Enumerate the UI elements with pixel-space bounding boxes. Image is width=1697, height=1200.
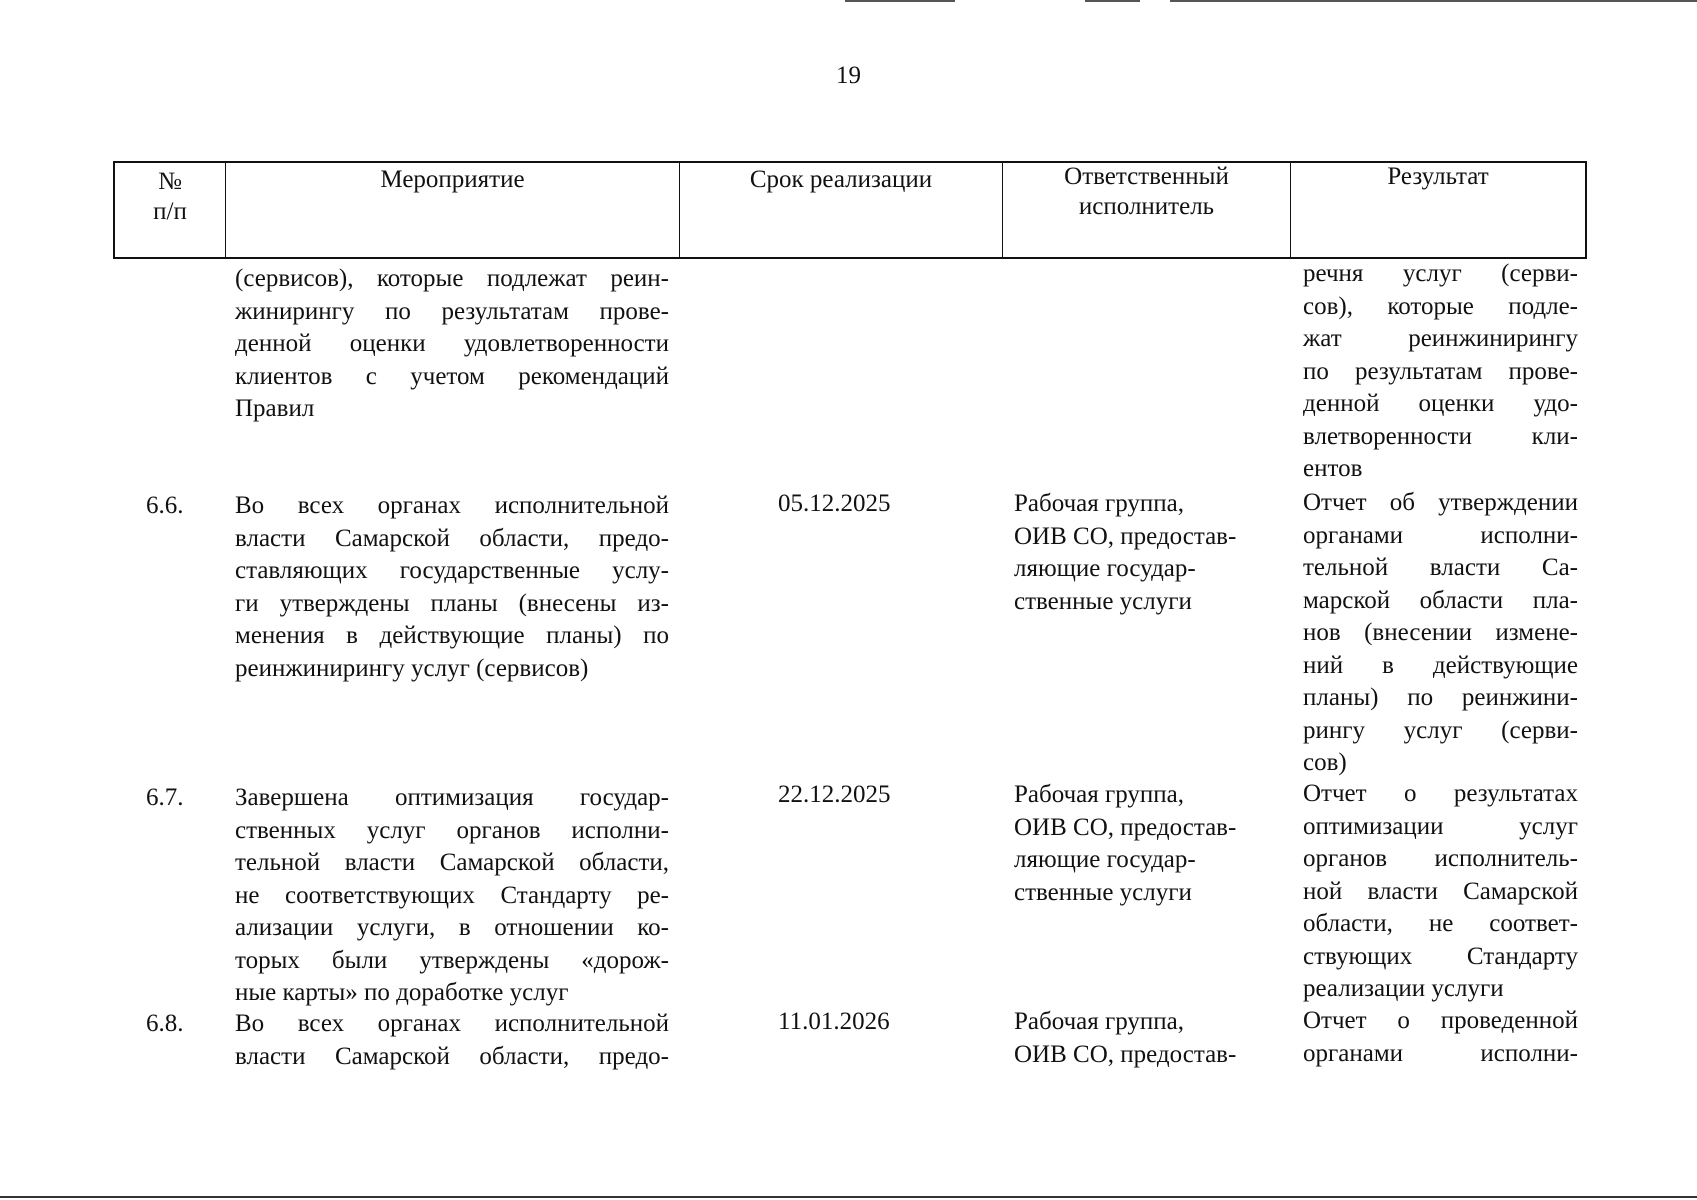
header-event: Мероприятие: [380, 166, 525, 193]
text-line: планы) по реинжини-: [1303, 684, 1578, 711]
text-line: реализации услуги: [1303, 975, 1504, 1002]
text-line: клиентов с учетом рекомендаций: [235, 362, 669, 390]
header-responsible-line: исполнитель: [1078, 193, 1215, 220]
continuation-result: [1303, 258, 1578, 486]
text-line: Во всех органах исполнительной: [235, 1010, 669, 1037]
text-line: органов исполнитель-: [1303, 845, 1578, 872]
row-result: [1303, 1005, 1578, 1070]
continuation-event: [235, 263, 669, 426]
text-line: ги утверждены планы (внесены из-: [235, 589, 669, 617]
row-result: [1303, 487, 1578, 780]
text-line: ставляющих государственные услу-: [235, 557, 669, 584]
text-line: речня услуг (серви-: [1303, 260, 1578, 287]
text-line: жат реинжинирингу: [1303, 325, 1578, 352]
header-number-line: п/п: [153, 198, 187, 225]
header-number: [115, 167, 225, 227]
text-line: торых были утверждены «дорож-: [235, 946, 669, 974]
text-line: ляющие государ-: [1014, 846, 1196, 873]
text-line: нов (внесении измене-: [1303, 619, 1578, 646]
text-line: влетворенности кли-: [1303, 422, 1578, 450]
text-line: тельной власти Са-: [1303, 554, 1578, 581]
page-number: 19: [836, 62, 861, 89]
text-line: ентов: [1303, 455, 1363, 482]
row-number: 6.8.: [146, 1010, 184, 1037]
row-result: [1303, 778, 1578, 1006]
text-line: Рабочая группа,: [1014, 490, 1185, 517]
text-line: денной оценки удо-: [1303, 390, 1578, 417]
text-line: ственные услуги: [1014, 587, 1192, 615]
header-responsible-line: Ответственный: [1064, 163, 1229, 190]
text-line: ные карты» по доработке услуг: [235, 979, 569, 1006]
text-line: ОИВ СО, предостав-: [1014, 813, 1237, 841]
text-line: области, не соответ-: [1303, 910, 1578, 937]
row-term: 11.01.2026: [778, 1008, 890, 1035]
text-line: сов), которые подле-: [1303, 292, 1578, 320]
row-event: [235, 782, 669, 1010]
text-line: Отчет об утверждении: [1303, 489, 1578, 516]
text-line: менения в действующие планы) по: [235, 622, 669, 649]
top-edge-rule: [1170, 0, 1697, 2]
text-line: власти Самарской области, предо-: [235, 524, 669, 552]
text-line: сов): [1303, 749, 1347, 776]
text-line: Во всех органах исполнительной: [235, 492, 669, 519]
text-line: ственных услуг органов исполни-: [235, 816, 669, 844]
row-event: [235, 1008, 669, 1073]
text-line: реинжинирингу услуг (сервисов): [235, 654, 589, 682]
text-line: жинирингу по результатам прове-: [235, 297, 669, 325]
text-line: Правил: [235, 395, 315, 422]
header-responsible: [1003, 162, 1290, 222]
text-line: марской области пла-: [1303, 586, 1578, 614]
text-line: власти Самарской области, предо-: [235, 1042, 669, 1070]
row-number: 6.6.: [146, 492, 184, 519]
row-term: 05.12.2025: [778, 490, 891, 517]
row-responsible: [1014, 488, 1286, 618]
header-result: Результат: [1387, 163, 1489, 190]
header-number-line: №: [158, 168, 182, 195]
row-responsible: [1014, 1006, 1286, 1071]
text-line: ний в действующие: [1303, 651, 1578, 679]
text-line: Завершена оптимизация государ-: [235, 784, 669, 811]
text-line: не соответствующих Стандарту ре-: [235, 881, 669, 909]
row-number: 6.7.: [146, 784, 184, 811]
text-line: денной оценки удовлетворенности: [235, 330, 669, 357]
row-responsible: [1014, 779, 1286, 909]
row-term: 22.12.2025: [778, 781, 891, 808]
text-line: ной власти Самарской: [1303, 877, 1578, 905]
text-line: ствующих Стандарту: [1303, 942, 1578, 970]
text-line: тельной власти Самарской области,: [235, 849, 669, 876]
top-edge-rule: [1085, 0, 1140, 2]
top-edge-rule: [845, 0, 955, 2]
text-line: ализации услуги, в отношении ко-: [235, 914, 669, 941]
text-line: Отчет о результатах: [1303, 780, 1578, 807]
text-line: Рабочая группа,: [1014, 1008, 1185, 1035]
row-event: [235, 490, 669, 685]
text-line: ОИВ СО, предостав-: [1014, 1040, 1237, 1068]
text-line: ственные услуги: [1014, 878, 1192, 906]
text-line: ОИВ СО, предостав-: [1014, 522, 1237, 550]
text-line: органами исполни-: [1303, 1039, 1578, 1067]
text-line: рингу услуг (серви-: [1303, 716, 1578, 744]
text-line: органами исполни-: [1303, 521, 1578, 549]
text-line: Отчет о проведенной: [1303, 1007, 1578, 1034]
header-term: Срок реализации: [749, 166, 933, 193]
text-line: ляющие государ-: [1014, 555, 1196, 582]
text-line: (сервисов), которые подлежат реин-: [235, 265, 669, 292]
text-line: Рабочая группа,: [1014, 781, 1185, 808]
text-line: по результатам прове-: [1303, 357, 1578, 385]
bottom-edge-rule: [0, 1196, 1697, 1198]
text-line: оптимизации услуг: [1303, 812, 1578, 840]
